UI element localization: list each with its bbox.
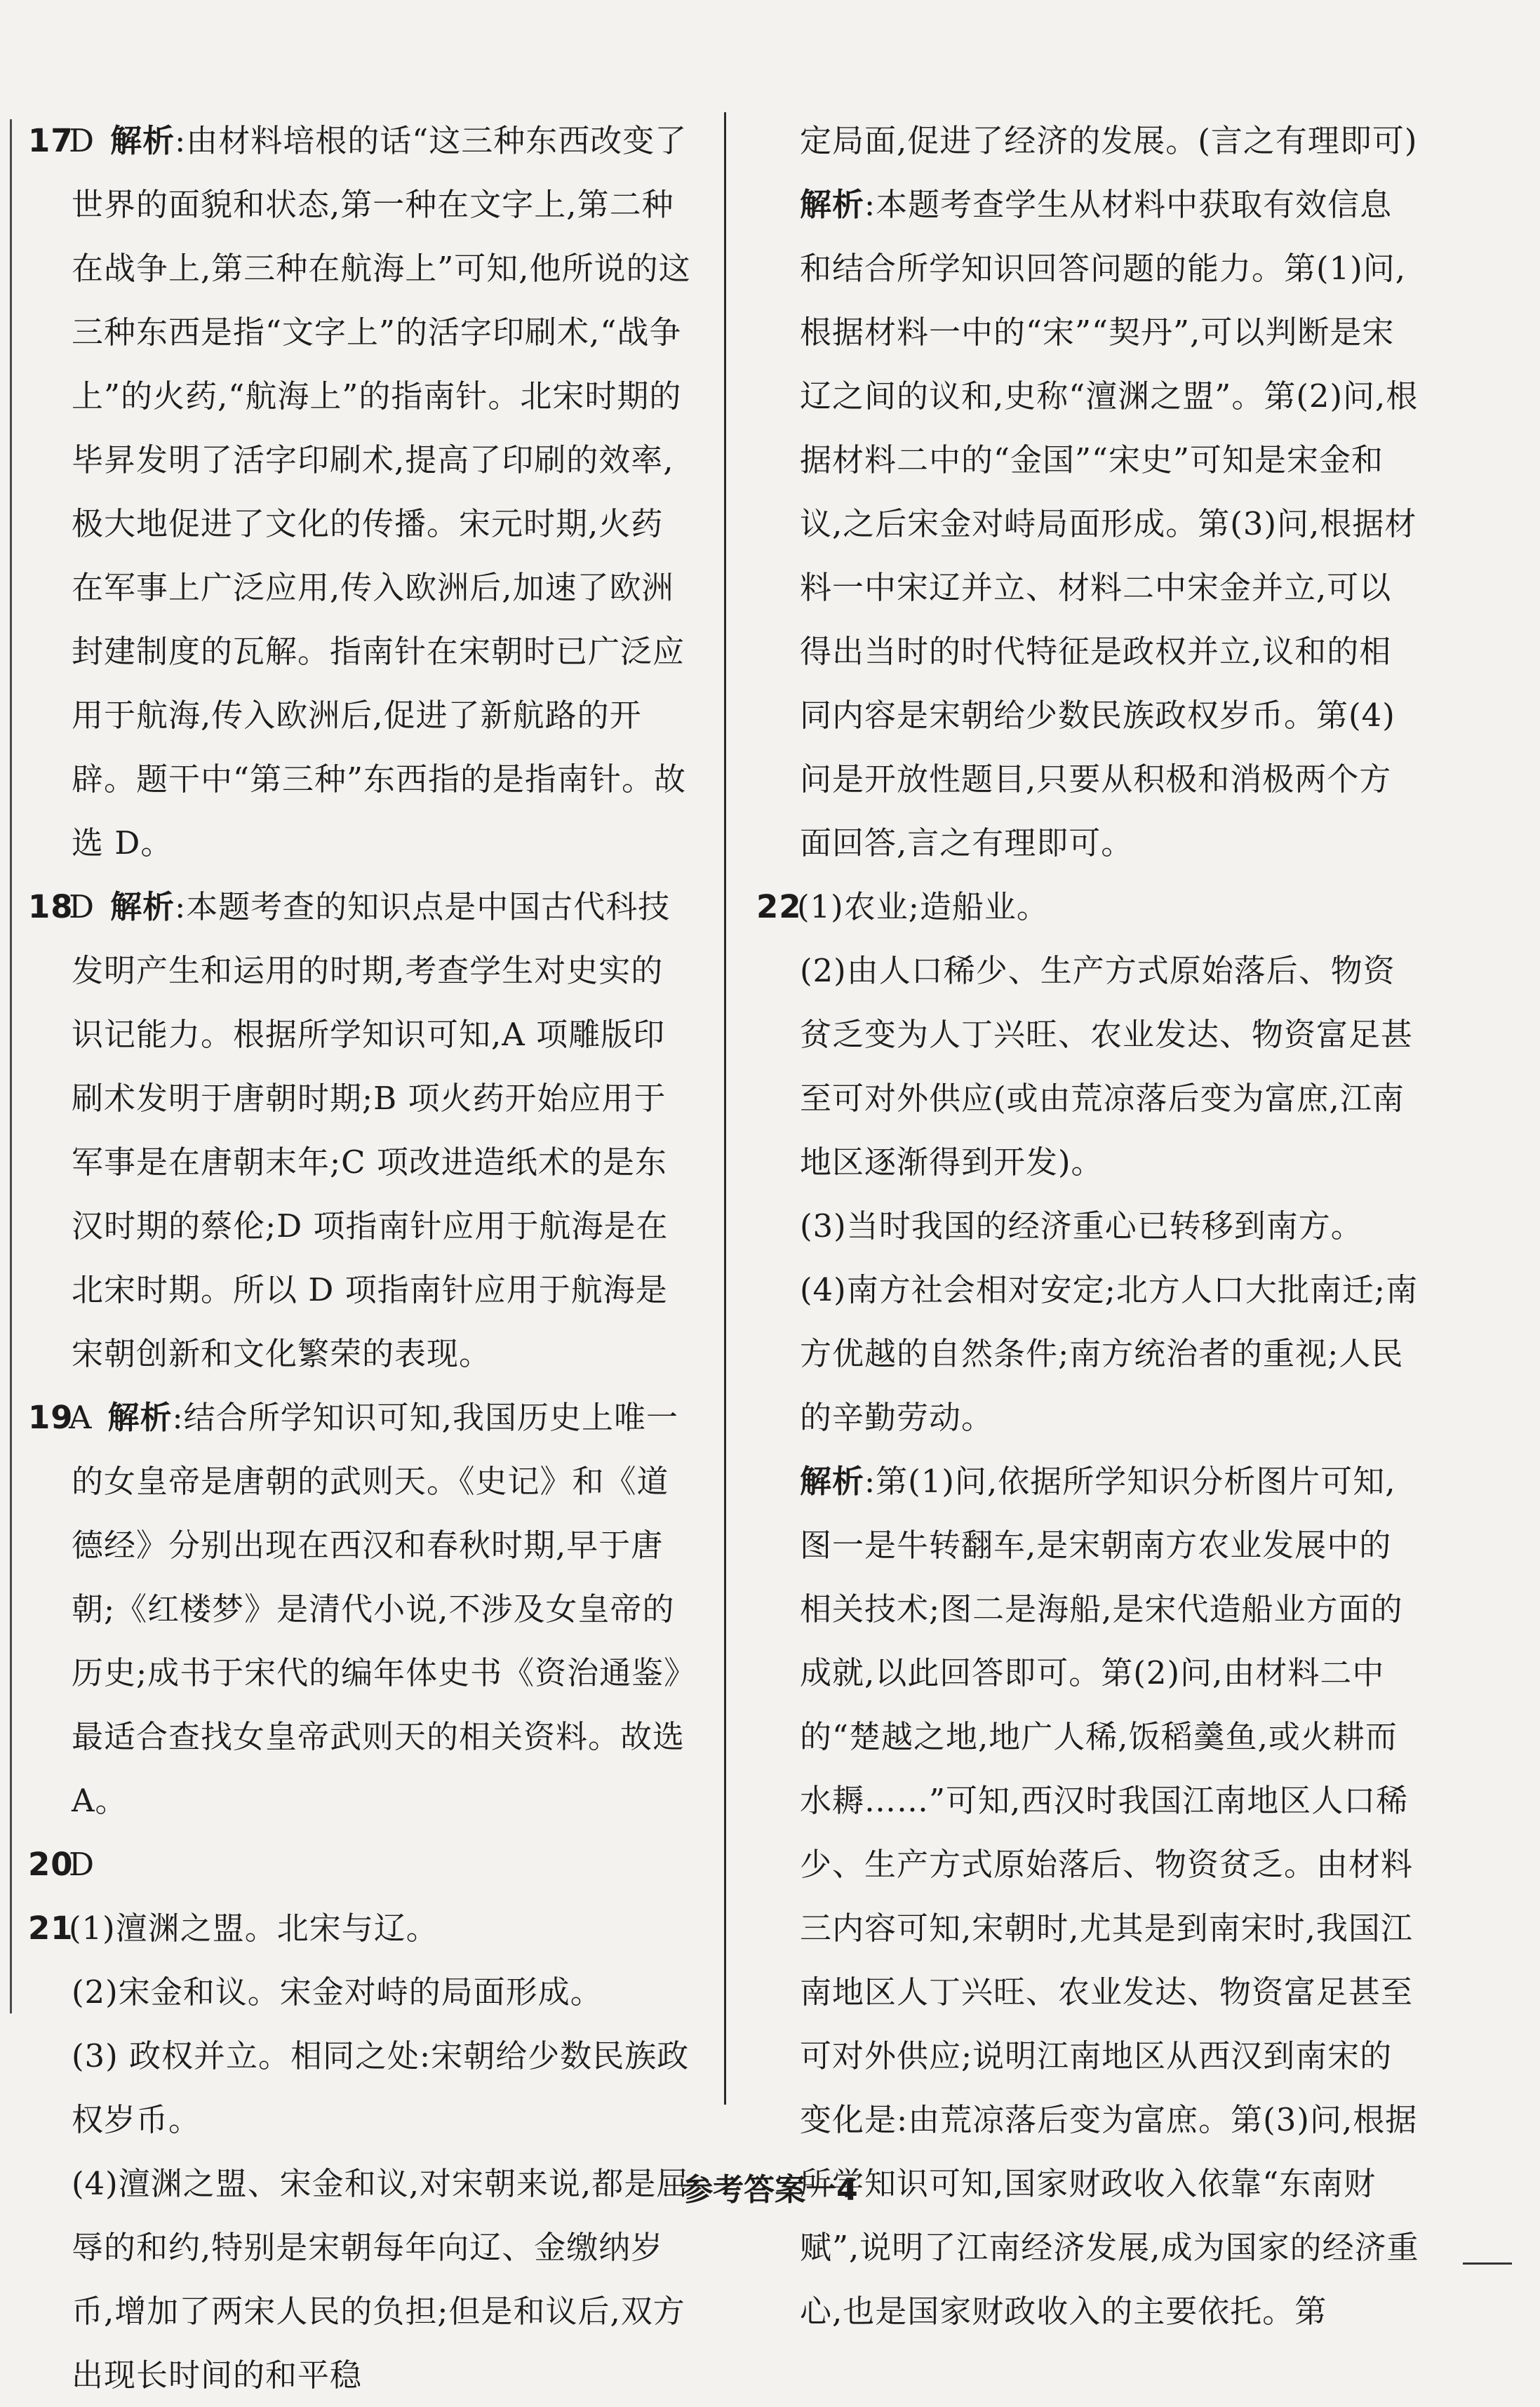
answer-part-1: (1)澶渊之盟。北宋与辽。	[69, 1910, 438, 1947]
answer-part-2: (2)宋金和议。宋金对峙的局面形成。	[72, 1973, 603, 2011]
answer-item-19	[28, 1386, 695, 1832]
answer-part-1: (1)农业;造船业。	[797, 888, 1049, 925]
answer-item-20	[28, 1832, 695, 1896]
answer-part-4: (4)澶渊之盟、宋金和议,对宋朝来说,都是屈辱的和约,特别是宋朝每年向辽、金缴纳岁币,增加了两宋人民的负担;但是和议后,双方出现长时间的和平稳	[72, 2165, 689, 2394]
question-number: 20	[28, 1846, 74, 1883]
page-footer: 参考答案一4	[682, 2172, 858, 2208]
question-number: 17	[28, 122, 74, 159]
answer-continuation: 定局面,促进了经济的发展。(言之有理即可)	[800, 122, 1418, 159]
answer-item-17	[28, 109, 695, 875]
question-number: 22	[756, 888, 802, 925]
analysis-label: 解析	[110, 888, 175, 925]
binding-edge-line	[10, 119, 12, 2013]
corner-rule	[1463, 2262, 1512, 2265]
analysis-text: :第(1)问,依据所学知识分析图片可知,图一是牛转翻车,是宋朝南方农业发展中的相关技术;图二是海船,是宋代造船业方面的成就,以此回答即可。第(2)问,由材料二中的“楚越之地,地广人稀,饭稻羹鱼,或火耕而水耨……”可知,西汉时我国江南地区人口稀少、生产方式原始落后、物资贫乏。由材料三内容可知,宋朝时,尤其是到南宋时,我国江南地区人丁兴旺、农业发达、物资富足甚至可对外供应;说明江南地区从西汉到南宋的变化是:由荒凉落后变为富庶。第(3)问,根据所学知识可知,国家财政收入依靠“东南财赋”,说明了江南经济发展,成为国家的经济重心,也是国家财政收入的主要依托。第	[800, 1463, 1419, 2330]
analysis-text: :结合所学知识可知,我国历史上唯一的女皇帝是唐朝的武则天。《史记》和《道德经》分别出现在西汉和春秋时期,早于唐朝;《红楼梦》是清代小说,不涉及女皇帝的历史;成书于宋代的编年体史书《资治通鉴》最适合查找女皇帝武则天的相关资料。故选 A。	[72, 1399, 685, 1819]
answer-part-3: (3)当时我国的经济重心已转移到南方。	[800, 1207, 1363, 1245]
analysis-text: :本题考查的知识点是中国古代科技发明产生和运用的时期,考查学生对史实的识记能力。根据所学知识可知,A 项雕版印刷术发明于唐朝时期;B 项火药开始应用于军事是在唐朝末年;C 项改进造纸术的是东汉时期的蔡伦;D 项指南针应用于航海是在北宋时期。所以 D 项指南针应用于航海是宋朝创新和文化繁荣的表现。	[72, 888, 671, 1372]
analysis-paragraph-21	[756, 173, 1423, 875]
analysis-label: 解析	[107, 1399, 173, 1436]
answer-part-3: (3) 政权并立。相同之处:宋朝给少数民族政权岁币。	[72, 2037, 690, 2138]
answer-item-18	[28, 875, 695, 1386]
answer-choice: D	[69, 122, 95, 159]
analysis-label: 解析	[800, 186, 865, 223]
question-number: 18	[28, 888, 74, 925]
answer-choice: D	[69, 888, 95, 925]
answer-choice: D	[69, 1846, 95, 1883]
analysis-text: :本题考查学生从材料中获取有效信息和结合所学知识回答问题的能力。第(1)问,根据材料一中的“宋”“契丹”,可以判断是宋辽之间的议和,史称“澶渊之盟”。第(2)问,根据材料二中的“金国”“宋史”可知是宋金和议,之后宋金对峙局面形成。第(3)问,根据材料一中宋辽并立、材料二中宋金并立,可以得出当时的时代特征是政权并立,议和的相同内容是宋朝给少数民族政权岁币。第(4)问是开放性题目,只要从积极和消极两个方面回答,言之有理即可。	[800, 186, 1419, 861]
analysis-label: 解析	[110, 122, 175, 159]
answer-part-2: (2)由人口稀少、生产方式原始落后、物资贫乏变为人丁兴旺、农业发达、物资富足甚至可对外供应(或由荒凉落后变为富庶,江南地区逐渐得到开发)。	[800, 952, 1414, 1181]
analysis-label: 解析	[800, 1463, 865, 1500]
left-column	[28, 109, 695, 2407]
question-number: 21	[28, 1910, 74, 1947]
answer-item-21	[28, 1896, 695, 1960]
question-number: 19	[28, 1399, 74, 1436]
analysis-text: :由材料培根的话“这三种东西改变了世界的面貌和状态,第一种在文字上,第二种在战争上,第三种在航海上”可知,他所说的这三种东西是指“文字上”的活字印刷术,“战争上”的火药,“航海上”的指南针。北宋时期的毕昇发明了活字印刷术,提高了印刷的效率,极大地促进了文化的传播。宋元时期,火药在军事上广泛应用,传入欧洲后,加速了欧洲封建制度的瓦解。指南针在宋朝时已广泛应用于航海,传入欧洲后,促进了新航路的开辟。题干中“第三种”东西指的是指南针。故选 D。	[72, 122, 691, 861]
right-column	[756, 109, 1423, 2343]
answer-part-4: (4)南方社会相对安定;北方人口大批南迁;南方优越的自然条件;南方统治者的重视;人民的辛勤劳动。	[800, 1271, 1419, 1436]
column-divider	[724, 112, 726, 2105]
answer-item-22	[756, 875, 1423, 939]
answer-choice: A	[69, 1399, 93, 1436]
